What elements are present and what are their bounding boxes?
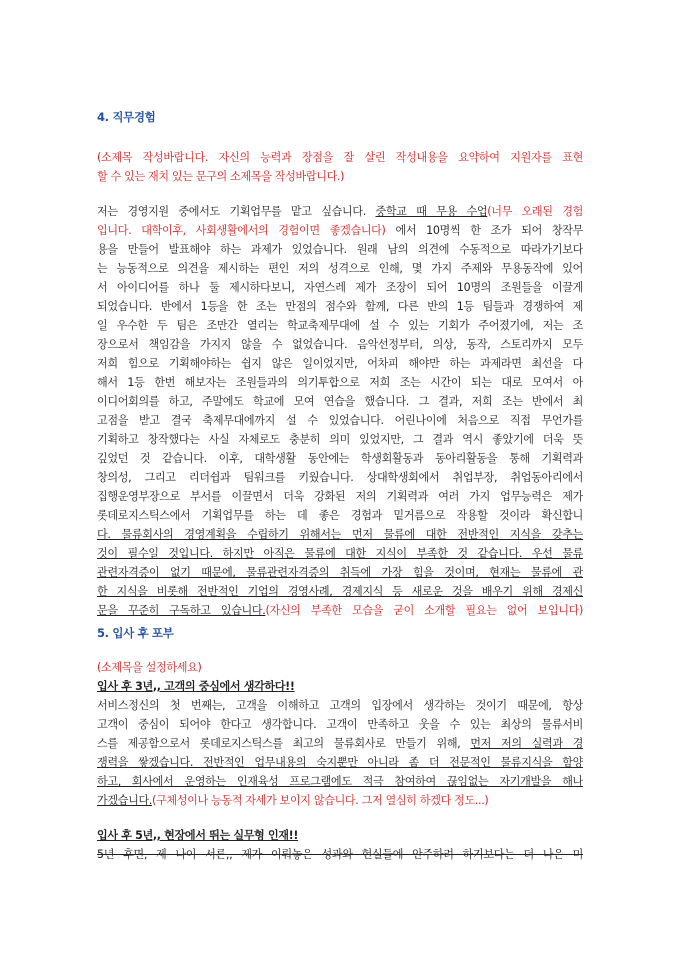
underlined-line: 다. 물류회사의 경영계획을 수립하기 위해서는 먼저 물류에 대한 전반적인 지식을 갖추는 — [97, 528, 583, 541]
underlined-text: 문을 꾸준히 구독하고 있습니다. — [97, 604, 266, 617]
body-line: 해서 1등 한번 해보자는 조원들과의 의기투합으로 저희 조는 시간이 되는 대로 모여서 아 — [97, 376, 583, 389]
body-line: 롯데로지스틱스에서 기획업무를 하는 데 좋은 경험과 밑거름으로 작용할 것이라 확신합니 — [97, 509, 583, 522]
body-line: 고객이 중심이 되어야 한다고 생각합니다. 고객이 만족하고 웃을 수 있는 최상의 물류서비 — [97, 718, 583, 731]
review-comment: (너무 오래된 경험 — [487, 205, 583, 218]
body-line: 집행운영부장으로 부서를 이끌면서 더욱 강화된 저의 기획력과 여러 가지 업무능력은 제가 — [97, 490, 583, 503]
section-4-heading: 4. 직무경험 — [97, 110, 156, 124]
underlined-line: 하고, 회사에서 운영하는 인재육성 프로그램에도 적극 참여하여 끊임없는 자기개발을 해나 — [97, 775, 583, 788]
review-comment: (구체성이나 능동적 자세가 보이지 않습니다. 그저 열심히 하겠다 정도...) — [152, 794, 489, 807]
section-4-guide — [97, 148, 583, 186]
body-line — [97, 221, 583, 240]
underlined-text: 먼저 저의 실력과 경 — [470, 737, 583, 750]
body-text: 에서 10명씩 한 조가 되어 창작무 — [385, 224, 583, 237]
body-text: 저는 경영지원 중에서도 기획업무를 맡고 싶습니다. — [97, 205, 376, 218]
body-line — [97, 791, 583, 810]
body-line: 저희 힘으로 기획해야하는 쉽지 않은 일이었지만, 어차피 해야만 하는 과제라면 최선을 다 — [97, 357, 583, 370]
body-line: 고점을 받고 결국 축제무대에까지 설 수 있었습니다. 어린나이에 처음으로 직접 무언가를 — [97, 414, 583, 427]
underlined-line: 쟁력을 쌓겠습니다. 전반적인 업무내용의 숙지뿐만 아니라 좀 더 전문적인 물류지식을 함양 — [97, 756, 583, 769]
strikethrough-line: 5년 후면, 제 나이 서른,, 제가 이뤄놓은 성과와 현실들에 안주하려 하기보다는 더 나은 미 — [97, 848, 583, 861]
underlined-text: 중학교 때 무용 수업 — [375, 205, 488, 218]
review-comment: 입니다. 대학이후, 사회생활에서의 경험이면 좋겠습니다) — [97, 224, 386, 237]
body-line: 일 우수한 두 팀은 조만간 열리는 학교축제무대에 설 수 있는 기회가 주어졌기에, 저는 조 — [97, 319, 583, 332]
section-5-guide: (소제목을 설정하세요) — [97, 661, 202, 674]
body-line: 기획하고 창작했다는 사실 자체로도 충분히 의미 있었지만, 그 결과 역시 좋았기에 더욱 뜻 — [97, 433, 583, 446]
underlined-text: 가겠습니다. — [97, 794, 153, 807]
body-line: 창의성, 그리고 리더쉽과 팀워크를 키웠습니다. 상대학생회에서 취업부장, 취업동아리에서 — [97, 471, 583, 484]
body-line — [97, 202, 583, 221]
section-4-body — [97, 202, 583, 620]
section-5-heading: 5. 입사 후 포부 — [97, 626, 174, 640]
body-line: 이디어회의를 하고, 주말에도 학교에 모여 연습을 했습니다. 그 결과, 저희 조는 반에서 최 — [97, 395, 583, 408]
body-line: 서 아이디어를 하나 둘 제시하다보니, 자연스레 제가 조장이 되어 10명의 조원들을 이끌게 — [97, 281, 583, 294]
body-line: 는 능동적으로 의견을 제시하는 편인 저의 성격으로 인해, 몇 가지 주제와 무용동작에 있어 — [97, 262, 583, 275]
review-comment: (자신의 부족한 모습을 굳이 소개할 필요는 없어 보입니다) — [265, 604, 583, 617]
body-line: 용을 만들어 발표해야 하는 과제가 있었습니다. 원래 남의 의견에 수동적으로 따라가기보다 — [97, 243, 583, 256]
body-line: 되었습니다. 반에서 1등을 한 조는 만점의 점수와 함께, 다른 반의 1등 팀들과 경쟁하여 제 — [97, 300, 583, 313]
body-text: 스를 제공함으로서 롯데로지스틱스를 최고의 물류회사로 만들기 위해, — [97, 737, 471, 750]
body-line: 장으로서 책임감을 가지지 않을 수 없었습니다. 음악선정부터, 의상, 동작, 스토리까지 모두 — [97, 338, 583, 351]
underlined-line: 것이 필수일 것입니다. 하지만 아직은 물류에 대한 지식이 부족한 것 같습니다. 우선 물류 — [97, 547, 583, 560]
body-line — [97, 601, 583, 620]
guide-line: (소제목 작성바랍니다. 자신의 능력과 장점을 잘 살린 작성내용을 요약하여 지원자를 표현 — [97, 151, 583, 164]
underlined-line: 한 지식을 비롯해 전반적인 기업의 경영사례, 경제지식 등 새로운 것을 배우기 위해 경제신 — [97, 585, 583, 598]
body-line: 서비스정신의 첫 번째는, 고객을 이해하고 고객의 입장에서 생각하는 것이기 때문에, 항상 — [97, 699, 583, 712]
underlined-line: 관련자격증이 없기 때문에, 물류관련자격증의 취득에 가장 힘을 것이며, 현재는 물류에 관 — [97, 566, 583, 579]
subtitle-3-years: 입사 후 3년,, 고객의 중심에서 생각하다!! — [97, 680, 295, 693]
section-5-paragraph-1 — [97, 696, 583, 810]
guide-line: 할 수 있는 재치 있는 문구의 소제목을 작성바랍니다.) — [97, 170, 345, 183]
subtitle-5-years: 입사 후 5년,, 현장에서 뛰는 실무형 인재!! — [97, 829, 299, 842]
body-line — [97, 734, 583, 753]
body-line: 깊었던 것 같습니다. 이후, 대학생활 동안에는 학생회활동과 동아리활동을 통해 기획력과 — [97, 452, 583, 465]
section-5-paragraph-2 — [97, 845, 583, 864]
